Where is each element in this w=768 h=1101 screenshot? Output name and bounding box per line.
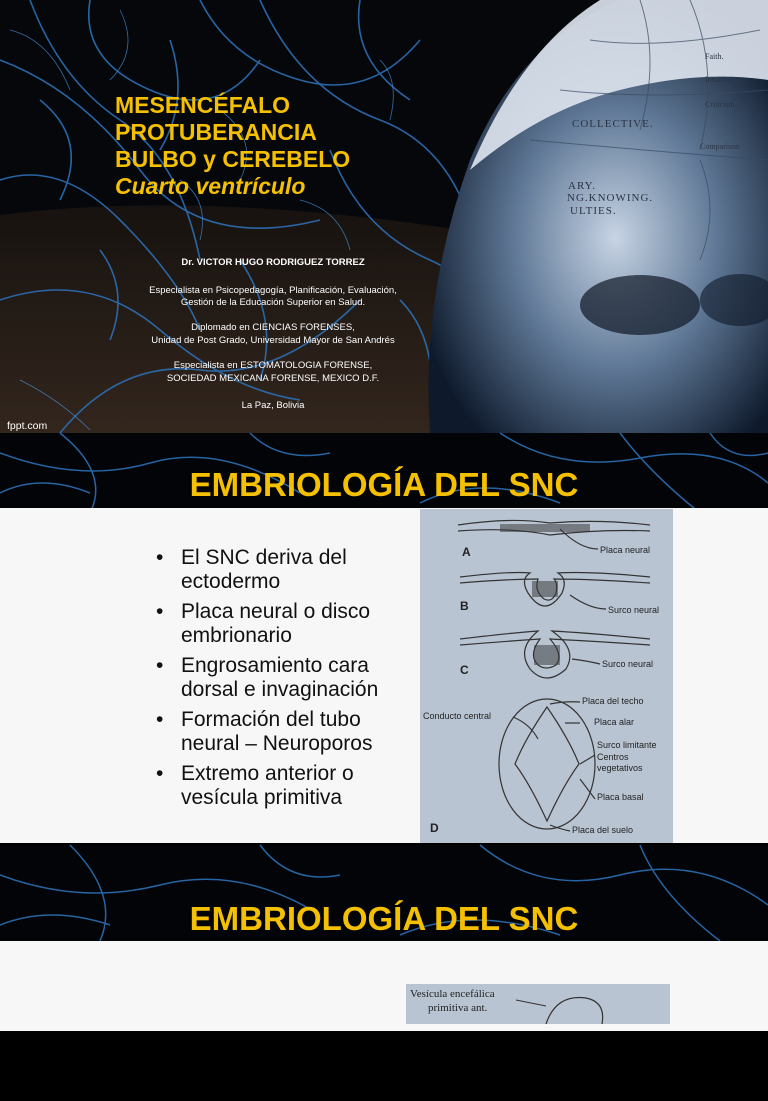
list-item: • Extremo anterior o vesícula primitiva [150, 762, 410, 809]
title-line: BULBO y CEREBELO [115, 146, 351, 172]
credential-line: Especialista en ESTOMATOLOGIA FORENSE, [173, 360, 373, 371]
author-name: Dr. VICTOR HUGO RODRIGUEZ TORREZ [181, 257, 365, 268]
title-line: PROTUBERANCIA [115, 119, 317, 145]
credential-line: Gestión de la Educación Superior en Salud. [180, 297, 366, 308]
phrenology-word: ULTIES. [570, 205, 617, 217]
label-placa-techo: Placa del techo [582, 696, 644, 706]
figure-letter: A [462, 545, 471, 559]
embryology-slide [0, 433, 768, 845]
vesicle-drawing [406, 984, 670, 1024]
credential-line: La Paz, Bolivia [241, 400, 305, 411]
label-primitiva: primitiva ant. [428, 1002, 488, 1014]
bullet-list [150, 546, 410, 816]
label-vesicula: Vesícula encefálica [410, 988, 495, 1000]
phrenology-word: Criticism. [705, 100, 737, 109]
title-line: MESENCÉFALO [115, 92, 291, 118]
credential-line: Unidad de Post Grado, Universidad Mayor de San Andrés [151, 335, 395, 346]
title-slide [0, 0, 768, 433]
figure-letter: B [460, 599, 469, 613]
credential-line: Especialista en Psicopedagogía, Planificación, Evaluación, [149, 285, 397, 296]
footer-brand: fppt.com [7, 420, 48, 432]
slide-content [0, 508, 768, 843]
figure-letter: D [430, 821, 439, 835]
label-placa-alar: Placa alar [594, 717, 635, 727]
label-placa-basal: Placa basal [597, 792, 644, 802]
list-item: • Placa neural o disco embrionario [150, 600, 410, 647]
phrenology-word: COLLECTIVE. [572, 118, 654, 130]
phrenology-word: Faith. [705, 52, 724, 61]
presentation-title [115, 92, 350, 200]
vesicle-figure [406, 984, 670, 1024]
partial-bullet-text [170, 1011, 350, 1101]
list-item: • Formación del tubo neural – Neuroporos [150, 708, 410, 755]
label-placa-suelo: Placa del suelo [572, 825, 634, 835]
credential-line: SOCIEDAD MEXICANA FORENSE, MEXICO D.F. [166, 373, 380, 384]
list-item: • Engrosamiento cara dorsal e invaginación [150, 654, 410, 701]
title-line: Cuarto ventrículo [115, 173, 306, 199]
slide-title: EMBRIOLOGÍA DEL SNC [189, 900, 579, 937]
credential-line: Diplomado en CIENCIAS FORENSES, [191, 322, 355, 333]
label-vegetativos: vegetativos [597, 763, 643, 773]
figure-letter: C [460, 663, 469, 677]
label-surco-neural: Surco neural [608, 605, 660, 615]
slide-title: EMBRIOLOGÍA DEL SNC [189, 466, 579, 503]
neural-tube-figure [420, 509, 673, 843]
phrenology-word: ARY. [568, 180, 596, 192]
label-surco-neural: Surco neural [602, 659, 654, 669]
phrenology-word: NG.KNOWING. [567, 192, 654, 204]
label-surco-limitante: Surco limitante [597, 740, 657, 750]
label-placa-neural: Placa neural [600, 545, 651, 555]
label-conducto-central: Conducto central [423, 711, 492, 721]
phrenology-word: Intuition. [705, 75, 735, 84]
phrenology-word: Comparison. [700, 142, 742, 151]
list-item: • El SNC deriva del ectodermo [150, 546, 410, 593]
label-centros: Centros [597, 752, 629, 762]
